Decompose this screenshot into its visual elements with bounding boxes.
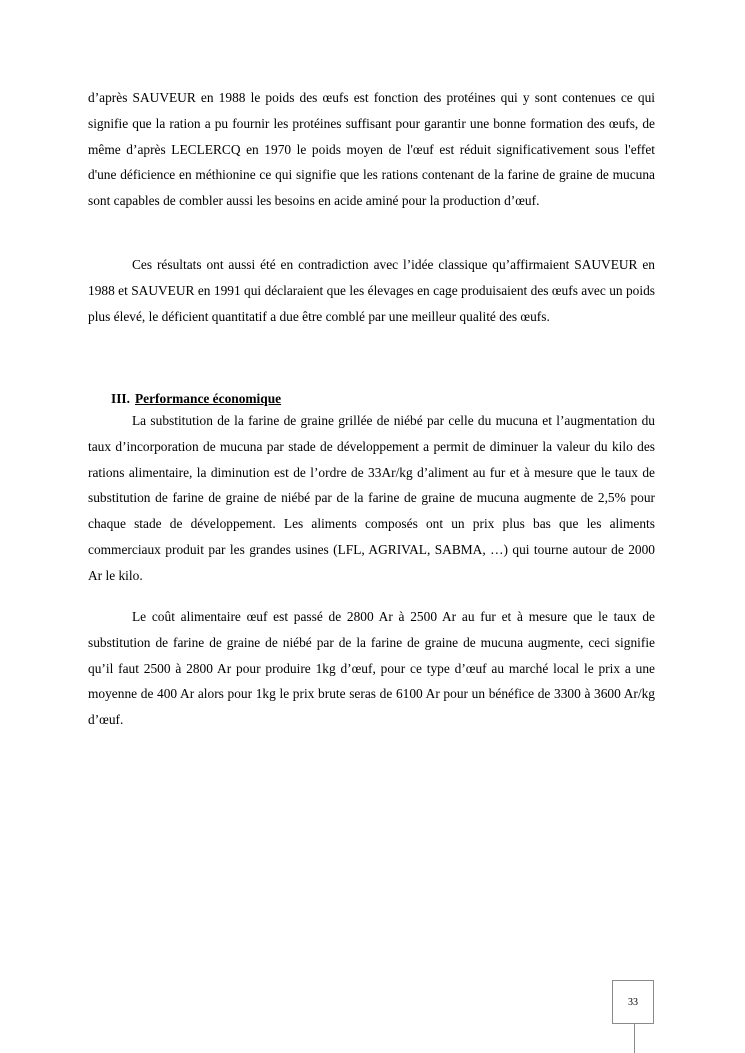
paragraph-body-2: Ces résultats ont aussi été en contradiction avec l’idée classique qu’affirmaient SAUVEUR en 1988 et SAUVEUR en 1991 qui déclaraient que les élevages en cage produisaient des œufs avec un poids plus élevé, le déficient quantitatif a due être comblé par une meilleur qualité des œufs. bbox=[88, 257, 655, 324]
paragraph-section-2: Le coût alimentaire œuf est passé de 2800 Ar à 2500 Ar au fur et à mesure que le taux de substitution de farine de graine de niébé par de la farine de graine de mucuna augmente, ceci signifie qu’il faut 2500 à 2800 Ar pour produire 1kg d’œuf, pour ce type d’œuf au marché local le prix a une moyenne de 400 Ar alors pour 1kg le prix brute seras de 6100 Ar pour un bénéfice de 3300 à 3600 Ar/kg d’œuf. bbox=[88, 609, 655, 728]
page-number-line bbox=[634, 1024, 635, 1053]
paragraph-body-1: d’après SAUVEUR en 1988 le poids des œufs est fonction des protéines qui y sont contenues ce qui signifie que la ration a pu fournir les protéines suffisant pour garantir une bonne formation des œufs, de même d’après LECLERCQ en 1970 le poids moyen de l'œuf est réduit significativement sous l'effet d'une déficience en méthionine ce qui signifie que les rations contenant de la farine de graine de mucuna sont capables de combler aussi les besoins en acide aminé pour la production d’œuf. bbox=[88, 90, 655, 209]
page-number-box bbox=[612, 980, 654, 1024]
page-number: 33 bbox=[628, 997, 638, 1008]
paragraph-section-1: La substitution de la farine de graine grillée de niébé par celle du mucuna et l’augmentation du taux d’incorporation de mucuna par stade de développement a permit de diminuer la valeur du kilo des rations alimentaire, la diminution est de l’ordre de 33Ar/kg d’aliment au fur et à mesure que le taux de substitution de farine de graine de niébé par de la farine de graine de mucuna augmente de 2,5% pour chaque stade de développement. Les aliments composés ont un prix plus bas que les aliments commerciaux produit par les grandes usines (LFL, AGRIVAL, SABMA, …) qui tourne autour de 2000 Ar le kilo. bbox=[88, 413, 655, 583]
section-title: Performance économique bbox=[134, 391, 282, 406]
section-number: III. bbox=[111, 391, 130, 406]
